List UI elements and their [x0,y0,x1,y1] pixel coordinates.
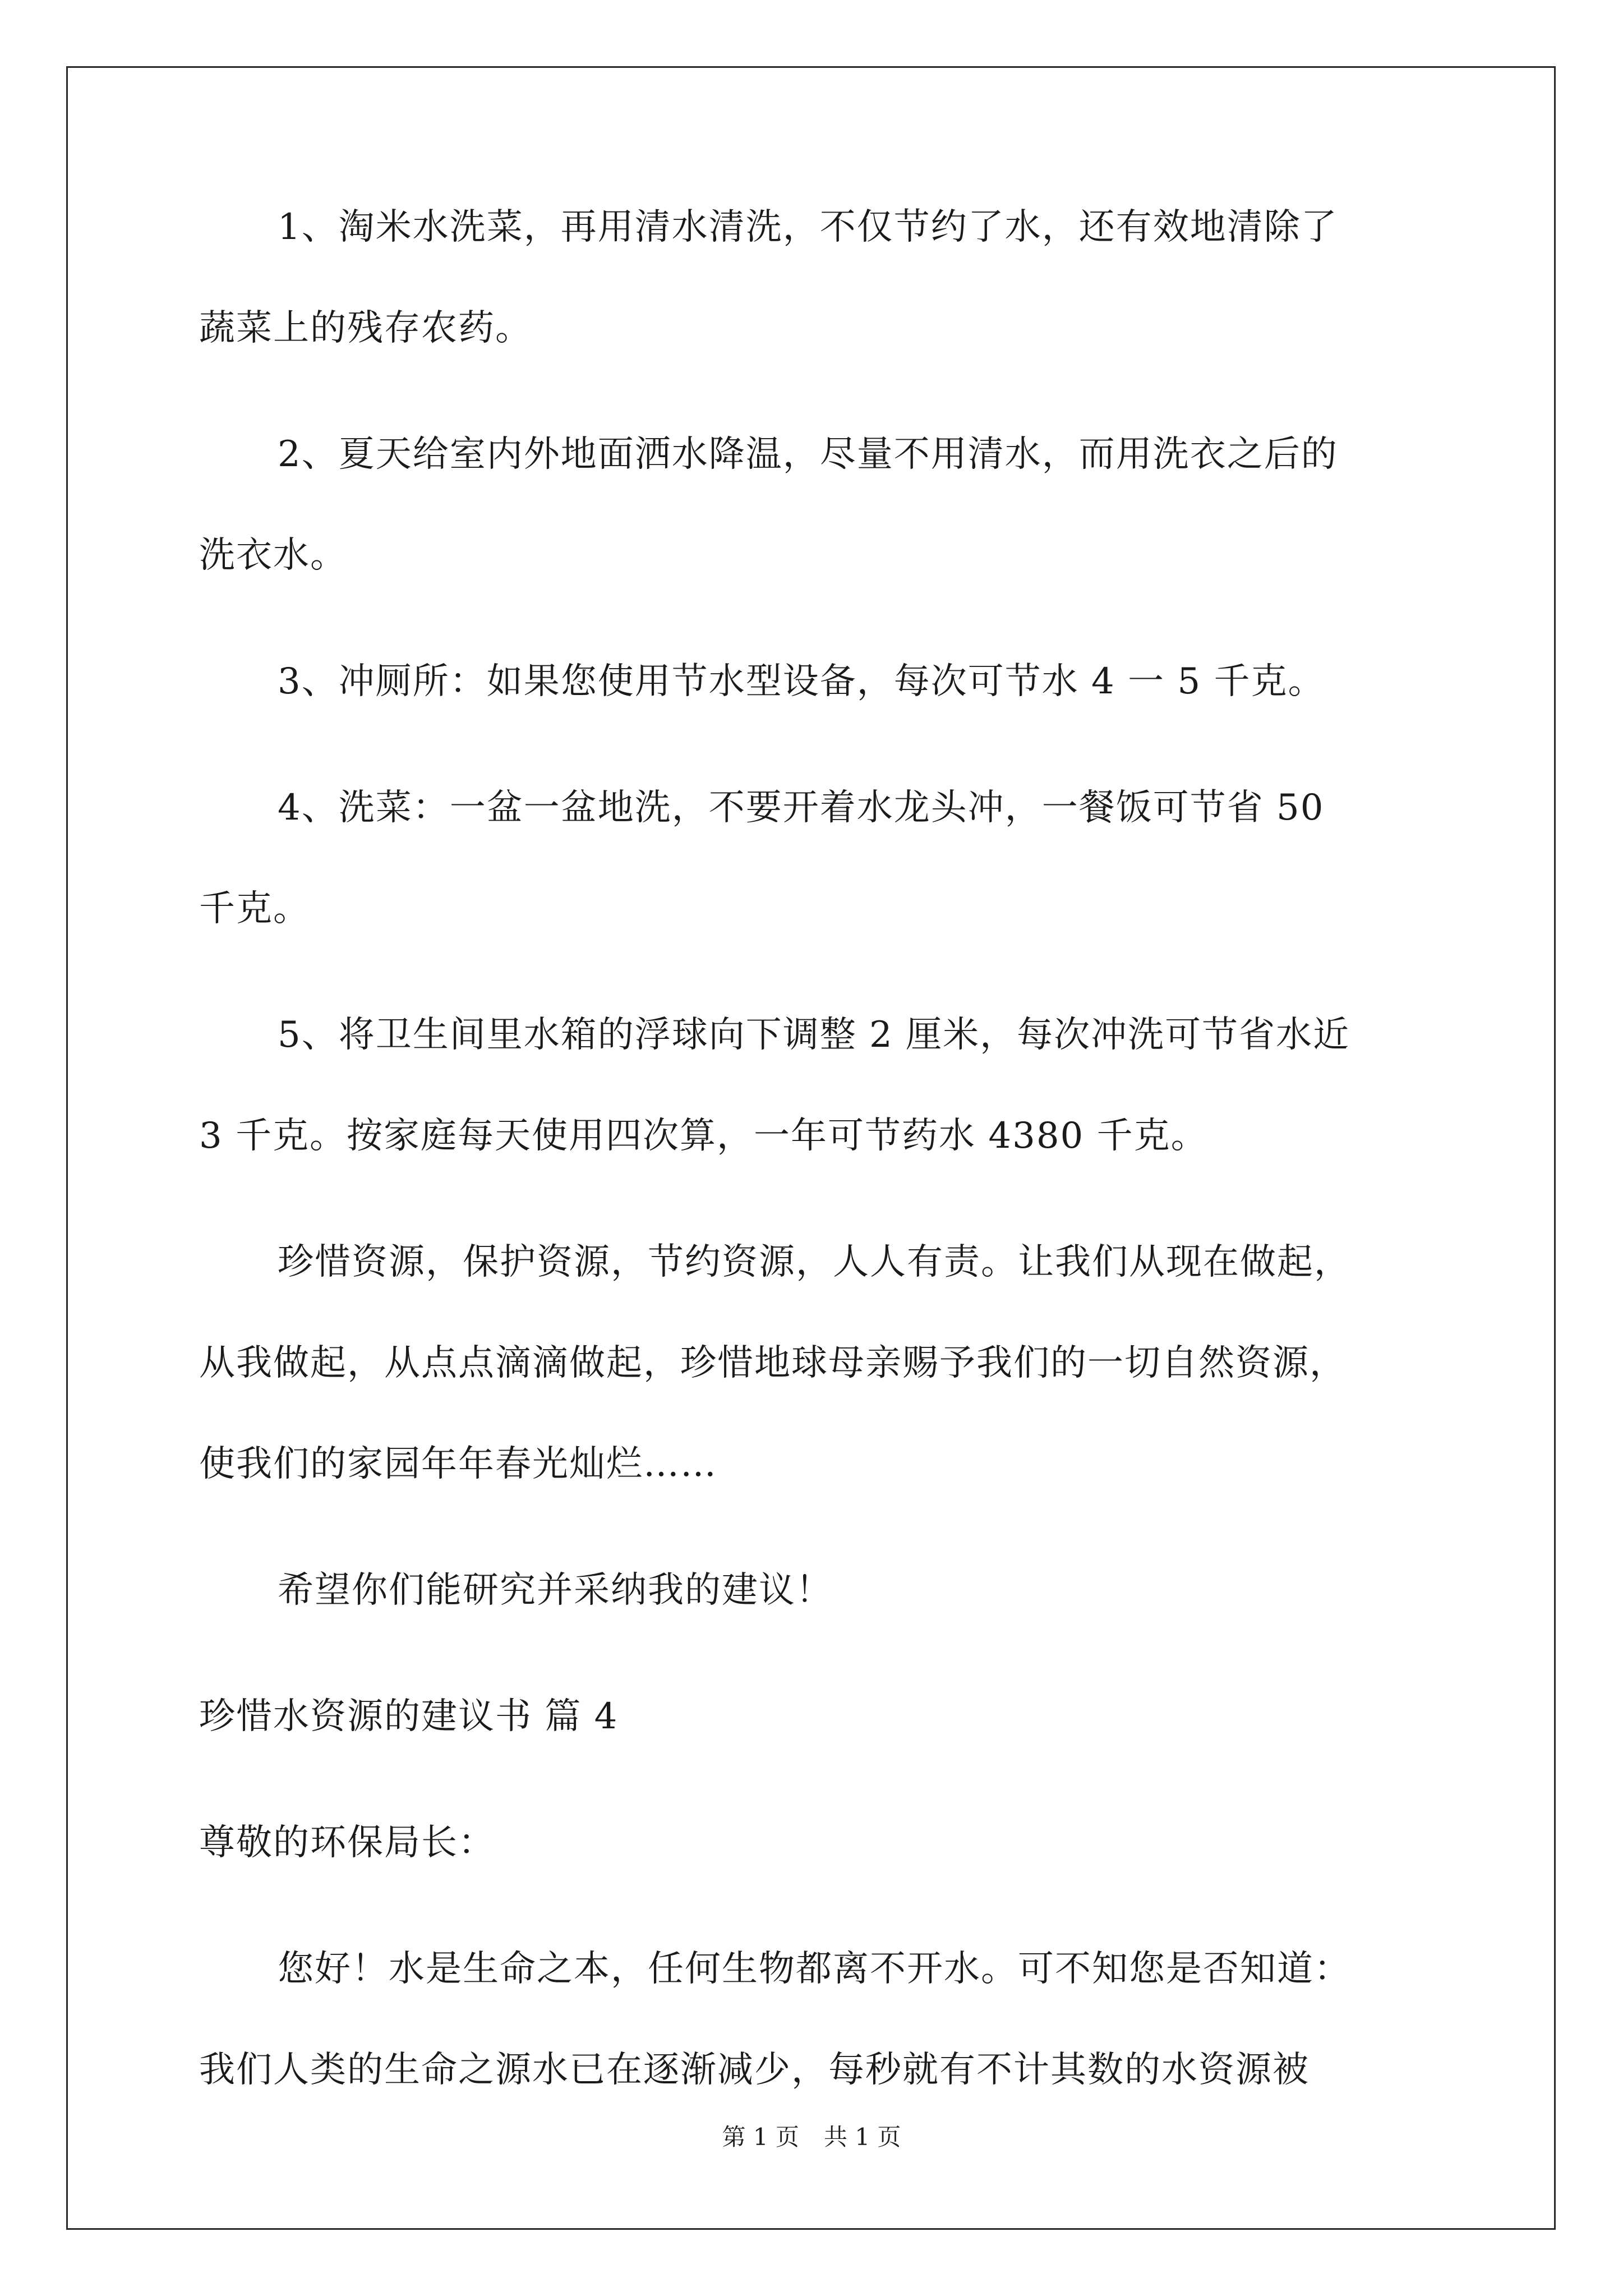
paragraph-4-line-1: 4、洗菜：一盆一盆地洗，不要开着水龙头冲，一餐饭可节省 50 [278,787,1325,829]
page-number: 第 1 页 [722,2123,799,2151]
paragraph-3-line-1: 3、冲厕所：如果您使用节水型设备，每次可节水 4 一 5 千克。 [278,661,1325,702]
section-heading: 珍惜水资源的建议书 篇 4 [199,1696,619,1737]
page-footer [0,2123,1623,2151]
paragraph-2-line-1: 2、夏天给室内外地面洒水降温，尽量不用清水，而用洗衣之后的 [278,434,1338,475]
paragraph-1-line-1: 1、淘米水洗菜，再用清水清洗，不仅节约了水，还有效地清除了 [278,206,1338,248]
paragraph-1-line-2: 蔬菜上的残存农药。 [199,307,532,349]
paragraph-8-line-2: 我们人类的生命之源水已在逐渐减少，每秒就有不计其数的水资源被 [199,2049,1310,2091]
paragraph-8-line-1: 您好！水是生命之本，任何生物都离不开水。可不知您是否知道： [278,1948,1351,1990]
paragraph-5-line-1: 5、将卫生间里水箱的浮球向下调整 2 厘米，每次冲洗可节省水近 [278,1014,1350,1056]
page-total: 共 1 页 [824,2123,901,2151]
paragraph-7-line-1: 希望你们能研究并采纳我的建议！ [278,1570,833,1611]
paragraph-2-line-2: 洗衣水。 [199,535,347,576]
paragraph-6-line-1: 珍惜资源，保护资源，节约资源，人人有责。让我们从现在做起， [278,1241,1351,1283]
salutation: 尊敬的环保局长： [199,1822,495,1864]
paragraph-6-line-3: 使我们的家园年年春光灿烂…… [199,1443,717,1485]
paragraph-5-line-2: 3 千克。按家庭每天使用四次算，一年可节药水 4380 千克。 [199,1115,1208,1157]
paragraph-4-line-2: 千克。 [199,888,310,930]
paragraph-6-line-2: 从我做起，从点点滴滴做起，珍惜地球母亲赐予我们的一切自然资源， [199,1342,1347,1384]
